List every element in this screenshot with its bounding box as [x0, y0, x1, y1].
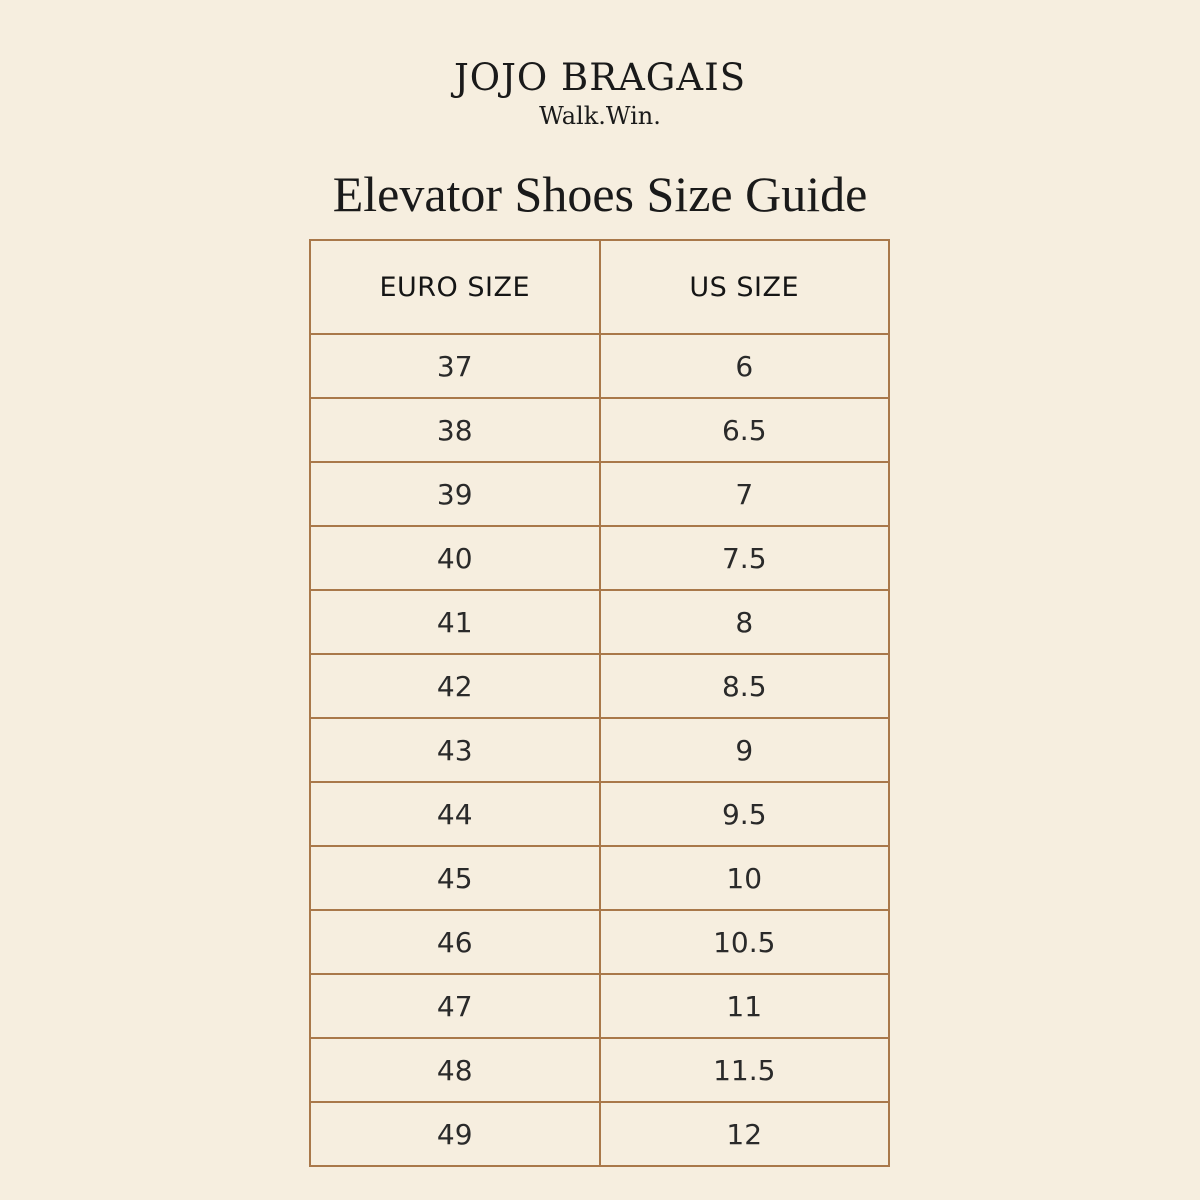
- table-row: [310, 782, 889, 846]
- page-title: Elevator Shoes Size Guide: [332, 166, 868, 222]
- us-size-cell: 9.5: [600, 782, 890, 846]
- euro-size-cell: 39: [310, 462, 600, 526]
- euro-size-cell: 46: [310, 910, 600, 974]
- table-row: [310, 590, 889, 654]
- euro-size-cell: 37: [310, 334, 600, 398]
- us-size-cell: 8.5: [600, 654, 890, 718]
- table-row: [310, 718, 889, 782]
- table-row: [310, 974, 889, 1038]
- brand-tagline: Walk.Win.: [539, 102, 661, 130]
- euro-size-cell: 47: [310, 974, 600, 1038]
- table-row: [310, 1038, 889, 1102]
- table-row: [310, 1102, 889, 1166]
- table-row: [310, 398, 889, 462]
- us-size-cell: 9: [600, 718, 890, 782]
- us-size-cell: 12: [600, 1102, 890, 1166]
- us-size-cell: 11.5: [600, 1038, 890, 1102]
- us-size-cell: 10: [600, 846, 890, 910]
- euro-size-cell: 38: [310, 398, 600, 462]
- euro-size-cell: 43: [310, 718, 600, 782]
- table-row: [310, 654, 889, 718]
- us-size-cell: 6.5: [600, 398, 890, 462]
- us-size-cell: 6: [600, 334, 890, 398]
- euro-size-cell: 49: [310, 1102, 600, 1166]
- euro-size-cell: 42: [310, 654, 600, 718]
- us-size-cell: 7.5: [600, 526, 890, 590]
- table-row: [310, 462, 889, 526]
- table-header-row: [310, 240, 889, 334]
- size-table: [309, 239, 890, 1167]
- euro-size-cell: 41: [310, 590, 600, 654]
- brand-logo: JOJO BRAGAIS: [453, 56, 747, 99]
- table-row: [310, 526, 889, 590]
- table-row: [310, 334, 889, 398]
- table-row: [310, 910, 889, 974]
- euro-size-cell: 45: [310, 846, 600, 910]
- us-size-cell: 10.5: [600, 910, 890, 974]
- us-size-cell: 8: [600, 590, 890, 654]
- us-size-cell: 11: [600, 974, 890, 1038]
- us-size-header: US SIZE: [600, 240, 890, 334]
- euro-size-header: EURO SIZE: [310, 240, 600, 334]
- euro-size-cell: 40: [310, 526, 600, 590]
- table-row: [310, 846, 889, 910]
- us-size-cell: 7: [600, 462, 890, 526]
- euro-size-cell: 44: [310, 782, 600, 846]
- euro-size-cell: 48: [310, 1038, 600, 1102]
